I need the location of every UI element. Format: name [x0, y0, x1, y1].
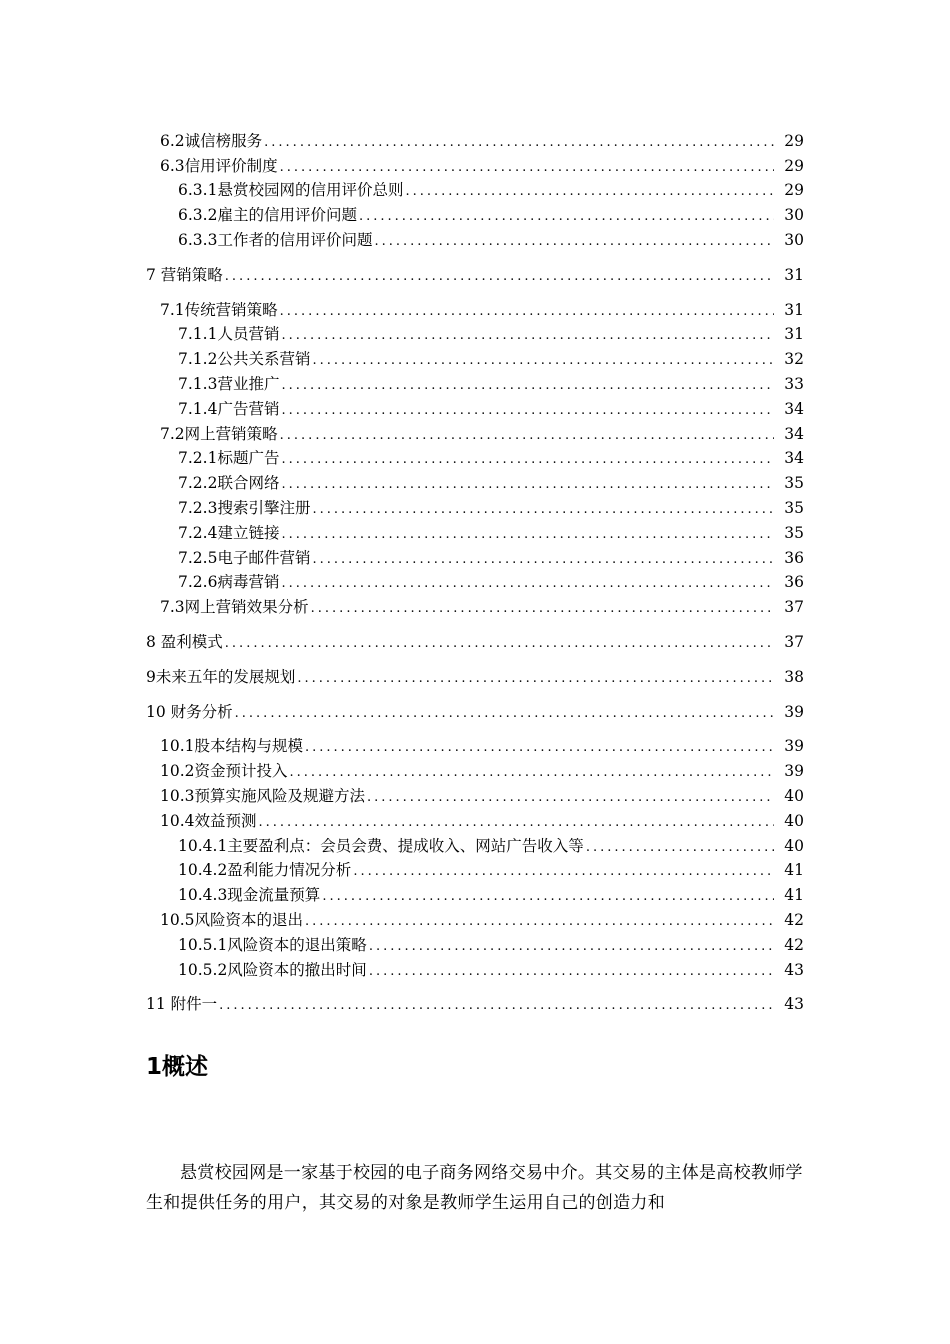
toc-dot-leader [281, 576, 774, 592]
toc-entry[interactable] [0, 955, 950, 980]
toc-entry-title: 7 营销策略 [146, 265, 223, 284]
toc-dot-leader [369, 964, 774, 980]
toc-entry-page-number: 31 [784, 265, 804, 284]
toc-dot-leader [586, 840, 774, 856]
toc-entry-page-number: 34 [784, 424, 804, 443]
toc-entry-page-number: 29 [784, 181, 804, 200]
toc-dot-leader [235, 706, 774, 722]
toc-entry[interactable] [0, 568, 950, 593]
toc-entry-title: 10.5风险资本的退出 [160, 910, 304, 929]
toc-entry[interactable] [0, 200, 950, 225]
toc-entry-title: 10.1股本结构与规模 [160, 737, 304, 756]
toc-dot-leader [281, 477, 774, 493]
toc-entry-page-number: 36 [784, 573, 804, 592]
toc-entry-page-number: 36 [784, 548, 804, 567]
toc-entry-title: 7.1.4广告营销 [178, 399, 280, 418]
toc-entry-page-number: 33 [784, 374, 804, 393]
toc-dot-leader [280, 428, 774, 444]
toc-entry[interactable] [0, 697, 950, 722]
toc-entry[interactable] [0, 344, 950, 369]
toc-dot-leader [405, 184, 774, 200]
toc-entry-title: 7.2网上营销策略 [160, 424, 278, 443]
toc-entry-page-number: 31 [784, 325, 804, 344]
toc-entry-title: 9未来五年的发展规划 [146, 667, 296, 686]
toc-dot-leader [305, 740, 774, 756]
toc-entry[interactable] [0, 444, 950, 469]
toc-entry-title: 6.3.2雇主的信用评价问题 [178, 206, 357, 225]
toc-entry-page-number: 35 [784, 474, 804, 493]
toc-entry[interactable] [0, 151, 950, 176]
toc-entry-title: 7.2.6病毒营销 [178, 573, 280, 592]
toc-dot-leader [297, 671, 774, 687]
toc-dot-leader [367, 790, 774, 806]
toc-dot-leader [281, 328, 774, 344]
toc-dot-leader [359, 209, 774, 225]
toc-entry-title: 7.3网上营销效果分析 [160, 598, 309, 617]
toc-entry-title: 10.2资金预计投入 [160, 762, 288, 781]
toc-dot-leader [281, 403, 774, 419]
toc-entry-page-number: 42 [784, 935, 804, 954]
toc-entry-page-number: 34 [784, 399, 804, 418]
toc-entry-page-number: 43 [784, 995, 804, 1014]
toc-dot-leader [219, 998, 774, 1014]
toc-entry-page-number: 40 [784, 786, 804, 805]
toc-entry-title: 10.4.2盈利能力情况分析 [178, 861, 352, 880]
toc-dot-leader [374, 234, 774, 250]
toc-entry-title: 10.5.1风险资本的退出策略 [178, 935, 367, 954]
toc-entry-title: 7.2.2联合网络 [178, 474, 280, 493]
toc-entry[interactable] [0, 260, 950, 285]
toc-entry[interactable] [0, 493, 950, 518]
toc-dot-leader [305, 914, 774, 930]
toc-entry-title: 6.3.1悬赏校园网的信用评价总则 [178, 181, 404, 200]
toc-entry[interactable] [0, 880, 950, 905]
toc-entry-title: 10 财务分析 [146, 702, 233, 721]
toc-entry[interactable] [0, 295, 950, 320]
toc-entry-title: 10.4效益预测 [160, 811, 257, 830]
toc-entry-title: 6.3.3工作者的信用评价问题 [178, 230, 373, 249]
toc-entry-title: 10.5.2风险资本的撤出时间 [178, 960, 367, 979]
toc-entry[interactable] [0, 225, 950, 250]
toc-entry-page-number: 39 [784, 762, 804, 781]
toc-entry-title: 7.1.1人员营销 [178, 325, 280, 344]
toc-entry-page-number: 38 [784, 667, 804, 686]
toc-entry[interactable] [0, 176, 950, 201]
toc-entry[interactable] [0, 905, 950, 930]
toc-dot-leader [281, 378, 774, 394]
section-paragraph: 悬赏校园网是一家基于校园的电子商务网络交易中介。其交易的主体是高校教师学生和提供任务的用户，其交易的对象是教师学生运用自己的创造力和 [146, 1163, 803, 1213]
section-heading: 1概述 [146, 1054, 209, 1080]
toc-entry-title: 10.4.3现金流量预算 [178, 886, 321, 905]
toc-entry[interactable] [0, 518, 950, 543]
toc-entry[interactable] [0, 806, 950, 831]
toc-entry[interactable] [0, 930, 950, 955]
toc-dot-leader [259, 815, 774, 831]
toc-entry-page-number: 35 [784, 523, 804, 542]
toc-entry[interactable] [0, 394, 950, 419]
toc-entry-page-number: 29 [784, 131, 804, 150]
toc-entry-title: 7.1.3营业推广 [178, 374, 280, 393]
toc-dot-leader [264, 135, 774, 151]
toc-entry-page-number: 41 [784, 861, 804, 880]
toc-entry-title: 11 附件一 [146, 995, 218, 1014]
toc-entry-page-number: 42 [784, 910, 804, 929]
toc-entry-title: 10.4.1主要盈利点：会员会费、提成收入、网站广告收入等 [178, 836, 584, 855]
toc-entry[interactable] [0, 627, 950, 652]
toc-entry-page-number: 40 [784, 811, 804, 830]
toc-dot-leader [369, 939, 774, 955]
toc-entry-title: 6.2诚信榜服务 [160, 131, 263, 150]
toc-entry-title: 7.2.3搜索引擎注册 [178, 498, 311, 517]
toc-dot-leader [311, 601, 774, 617]
toc-entry-page-number: 40 [784, 836, 804, 855]
toc-entry[interactable] [0, 732, 950, 757]
toc-dot-leader [225, 636, 774, 652]
toc-entry[interactable] [0, 662, 950, 687]
toc-entry[interactable] [0, 419, 950, 444]
toc-entry[interactable] [0, 126, 950, 151]
toc-entry-page-number: 32 [784, 350, 804, 369]
toc-entry[interactable] [0, 543, 950, 568]
toc-dot-leader [280, 160, 774, 176]
toc-dot-leader [312, 353, 774, 369]
toc-entry-page-number: 39 [784, 702, 804, 721]
toc-entry-page-number: 37 [784, 632, 804, 651]
toc-entry[interactable] [0, 990, 950, 1015]
toc-entry-title: 7.1.2公共关系营销 [178, 350, 311, 369]
toc-dot-leader [312, 552, 774, 568]
toc-entry-title: 7.1传统营销策略 [160, 300, 278, 319]
toc-dot-leader [225, 269, 774, 285]
toc-entry-title: 10.3预算实施风险及规避方法 [160, 786, 366, 805]
table-of-contents [0, 126, 950, 1014]
toc-entry-page-number: 39 [784, 737, 804, 756]
toc-entry-page-number: 37 [784, 598, 804, 617]
toc-dot-leader [290, 765, 774, 781]
toc-entry[interactable] [0, 831, 950, 856]
toc-entry-title: 7.2.1标题广告 [178, 449, 280, 468]
toc-entry-title: 8 盈利模式 [146, 632, 223, 651]
toc-entry-page-number: 34 [784, 449, 804, 468]
toc-dot-leader [281, 527, 774, 543]
toc-entry-page-number: 30 [784, 206, 804, 225]
toc-dot-leader [353, 864, 774, 880]
toc-entry-page-number: 35 [784, 498, 804, 517]
toc-entry[interactable] [0, 320, 950, 345]
toc-dot-leader [322, 889, 774, 905]
toc-entry-page-number: 43 [784, 960, 804, 979]
toc-entry[interactable] [0, 856, 950, 881]
toc-entry-page-number: 31 [784, 300, 804, 319]
toc-entry-title: 7.2.5电子邮件营销 [178, 548, 311, 567]
toc-dot-leader [312, 502, 774, 518]
toc-entry[interactable] [0, 756, 950, 781]
toc-entry-page-number: 41 [784, 886, 804, 905]
toc-entry-title: 6.3信用评价制度 [160, 156, 278, 175]
toc-entry[interactable] [0, 369, 950, 394]
toc-entry-title: 7.2.4建立链接 [178, 523, 280, 542]
toc-entry[interactable] [0, 468, 950, 493]
toc-entry-page-number: 30 [784, 230, 804, 249]
toc-entry[interactable] [0, 592, 950, 617]
toc-entry-page-number: 29 [784, 156, 804, 175]
toc-entry[interactable] [0, 781, 950, 806]
toc-dot-leader [280, 304, 774, 320]
toc-dot-leader [281, 452, 774, 468]
